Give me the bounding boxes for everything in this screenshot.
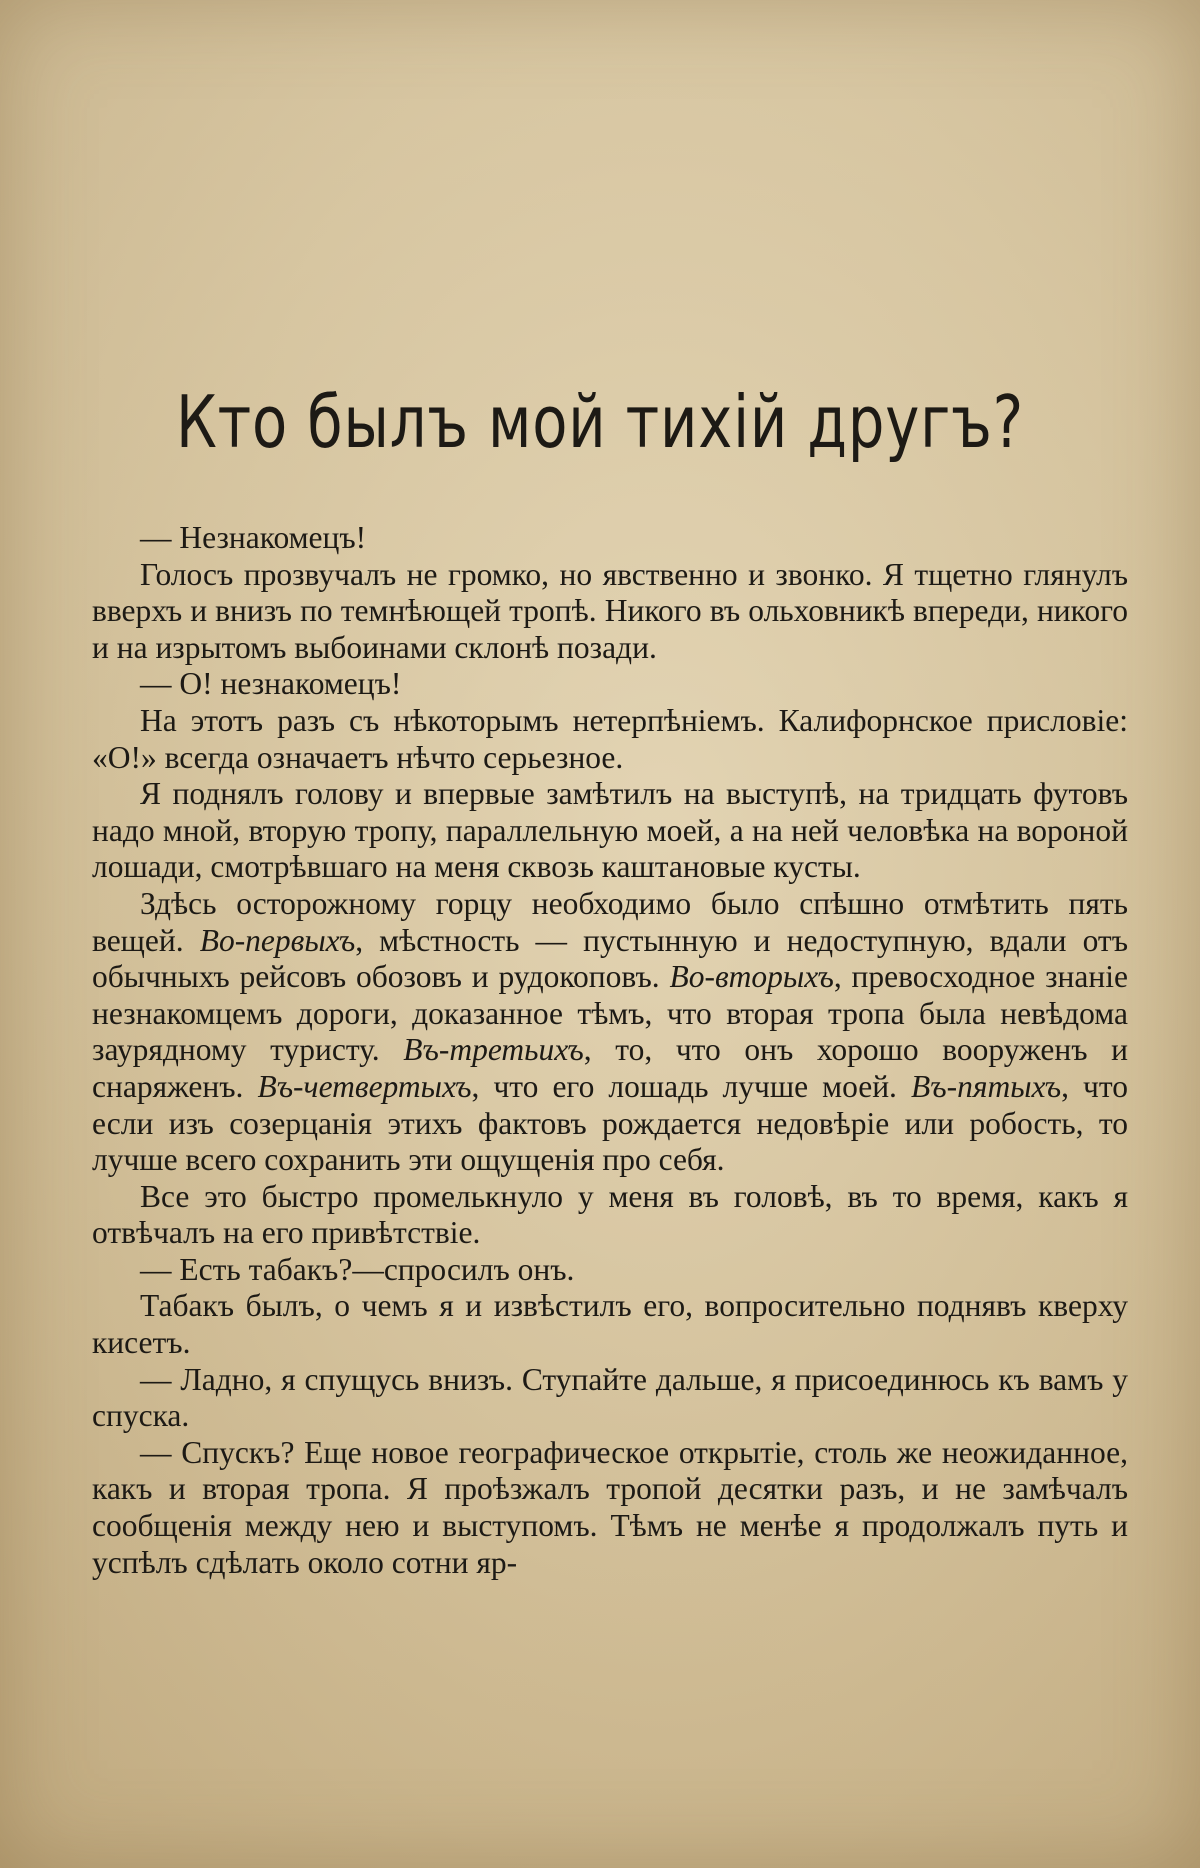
- text-run: — Незнакомецъ!: [140, 520, 367, 555]
- emphasis-text: Въ-четвертыхъ: [257, 1068, 472, 1104]
- body-text: [92, 520, 1128, 1581]
- text-run: , что если изъ созерцанія этихъ фактовъ рождается недовѣріе или робость, то лучше всего сохранить эти ощущенія про себя.: [92, 1068, 1128, 1178]
- paragraph: [92, 666, 1128, 703]
- chapter-title: Кто былъ мой тихій другъ?: [175, 380, 1025, 464]
- text-run: , мѣстность — пустынную и недоступную, вдали отъ обычныхъ рейсовъ обозовъ и рудокоповъ.: [92, 922, 1128, 995]
- paragraph: [92, 1252, 1128, 1289]
- text-run: — О! незнакомецъ!: [140, 666, 402, 702]
- text-run: Все это быстро промелькнуло у меня въ головѣ, въ то время, какъ я отвѣчалъ на его привѣтствіе.: [92, 1178, 1128, 1251]
- text-run: , что его лошадь лучше моей.: [471, 1068, 911, 1104]
- paragraph: [92, 520, 1128, 557]
- text-run: , то, что онъ хорошо вооруженъ и снаряженъ.: [92, 1032, 1129, 1104]
- text-run: — Есть табакъ?—спросилъ онъ.: [140, 1251, 575, 1287]
- paragraph: [92, 886, 1128, 1179]
- text-run: Здѣсь осторожному горцу необходимо было спѣшно отмѣтить пять вещей.: [92, 885, 1128, 958]
- text-run: — Ладно, я спущусь внизъ. Ступайте дальше, я присоединюсь къ вамъ у спуска.: [92, 1361, 1128, 1434]
- emphasis-text: Во-вторыхъ: [669, 959, 834, 995]
- text-run: Голосъ прозвучалъ не громко, но явственно и звонко. Я тщетно глянулъ вверхъ и внизъ по темнѣющей тропѣ. Никого въ ольховникѣ впереди, никого и на изрытомъ выбоинами склонѣ позади.: [92, 556, 1128, 665]
- text-run: Я поднялъ голову и впервые замѣтилъ на выступѣ, на тридцать футовъ надо мной, вторую тропу, параллельную моей, а на ней человѣка на вороной лошади, смотрѣвшаго на меня сквозь каштановые кусты.: [92, 776, 1128, 885]
- text-run: На этотъ разъ съ нѣкоторымъ нетерпѣніемъ. Калифорнское присловіе: «О!» всегда означаетъ нѣчто серьезное.: [92, 702, 1128, 775]
- text-run: — Спускъ? Еще новое географическое открытіе, столь же неожиданное, какъ и вторая тропа. Я проѣзжалъ тропой десятки разъ, и не замѣчалъ сообщенія между нею и выступомъ. Тѣмъ не менѣе я продолжалъ путь и успѣлъ сдѣлать около сотни яр-: [92, 1434, 1128, 1580]
- paragraph: [92, 557, 1128, 667]
- paragraph: [92, 1288, 1128, 1361]
- emphasis-text: Въ-пятыхъ: [910, 1068, 1062, 1104]
- paragraph: [92, 1179, 1128, 1252]
- paragraph: [92, 1362, 1128, 1435]
- text-run: Табакъ былъ, о чемъ я и извѣстилъ его, вопросительно поднявъ кверху кисетъ.: [92, 1288, 1128, 1361]
- paragraph: [92, 776, 1128, 886]
- emphasis-text: Во-первыхъ: [199, 922, 356, 958]
- text-run: , превосходное знаніе незнакомцемъ дороги, доказанное тѣмъ, что вторая тропа была невѣдома заурядному туристу.: [92, 959, 1128, 1068]
- paragraph: [92, 703, 1128, 776]
- paragraph: [92, 1435, 1128, 1581]
- emphasis-text: Въ-третьихъ: [403, 1032, 584, 1068]
